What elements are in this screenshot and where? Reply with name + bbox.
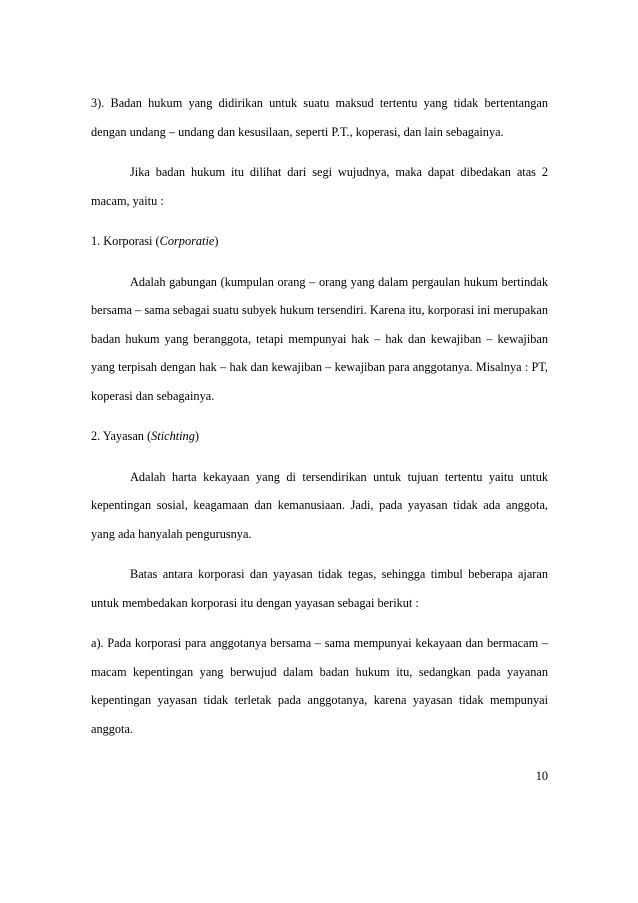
- heading-korporasi-term: Corporatie: [159, 234, 215, 248]
- paragraph-korporasi-definition: Adalah gabungan (kumpulan orang – orang yang dalam pergaulan hukum bertindak bersama – sama sebagai suatu subyek hukum tersendiri. Karena itu, korporasi ini merupakan badan hukum yang beranggota, tetapi mempunyai hak – hak dan kewajiban – kewajiban yang terpisah dengan hak – hak dan kewajiban – kewajiban para anggotanya. Misalnya : PT, koperasi dan sebagainya.: [91, 274, 548, 403]
- heading-korporasi-prefix: 1. Korporasi (: [91, 234, 160, 248]
- heading-yayasan: [91, 422, 548, 451]
- heading-yayasan-term: Stichting: [151, 429, 195, 443]
- paragraph-wujud-intro: Jika badan hukum itu dilihat dari segi wujudnya, maka dapat dibedakan atas 2 macam, yaitu :: [91, 165, 548, 208]
- heading-korporasi: [91, 227, 548, 256]
- heading-korporasi-suffix: ): [214, 234, 219, 248]
- page-body: [91, 89, 548, 755]
- heading-yayasan-prefix: 2. Yayasan (: [91, 429, 152, 443]
- paragraph-ajaran-a: a). Pada korporasi para anggotanya bersama – sama mempunyai kekayaan dan bermacam – macam kepentingan yang berwujud dalam badan hukum itu, sedangkan pada yayanan kepentingan yayasan tidak terletak pada anggotanya, karena yayasan tidak mempunyai anggota.: [91, 636, 548, 736]
- page-number: 10: [535, 769, 548, 783]
- heading-yayasan-suffix: ): [194, 429, 199, 443]
- paragraph-yayasan-definition: Adalah harta kekayaan yang di tersendirikan untuk tujuan tertentu yaitu untuk kepentingan sosial, keagamaan dan kemanusiaan. Jadi, pada yayasan tidak ada anggota, yang ada hanyalah pengurusnya.: [91, 469, 548, 541]
- paragraph-batas-korporasi-yayasan: Batas antara korporasi dan yayasan tidak tegas, sehingga timbul beberapa ajaran untuk membedakan korporasi itu dengan yayasan sebagai berikut :: [91, 567, 548, 610]
- paragraph-badan-hukum-tujuan: 3). Badan hukum yang didirikan untuk suatu maksud tertentu yang tidak bertentangan dengan undang – undang dan kesusilaan, seperti P.T., koperasi, dan lain sebagainya.: [91, 96, 548, 139]
